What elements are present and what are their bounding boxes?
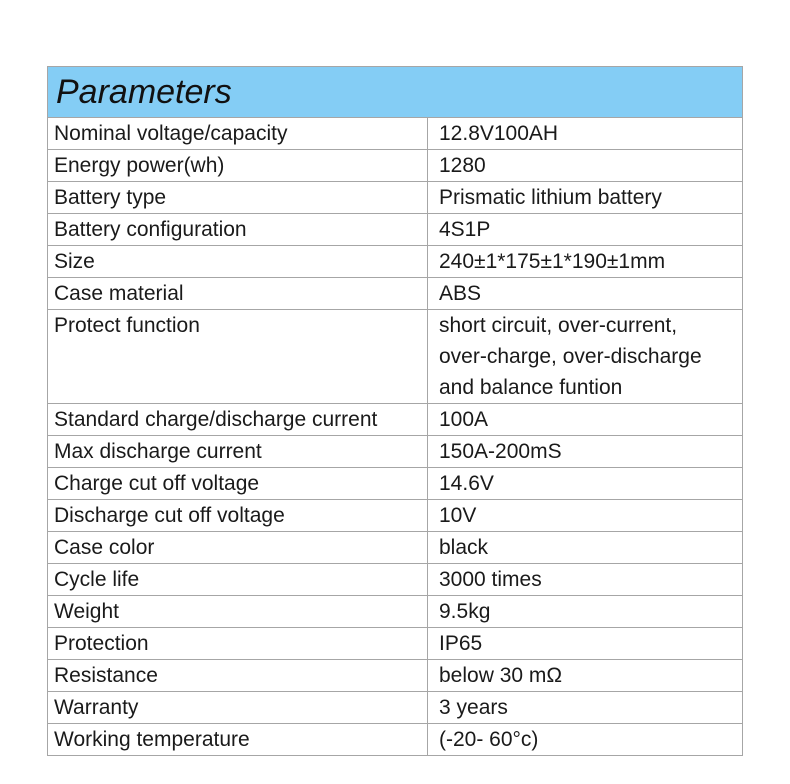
- row-value-line: over-charge, over-discharge: [439, 345, 702, 368]
- row-value: Prismatic lithium battery: [428, 182, 743, 214]
- table-row: [48, 182, 743, 214]
- table-row: [48, 278, 743, 310]
- table-header-row: [48, 67, 743, 118]
- table-row: [48, 118, 743, 150]
- row-label: Weight: [48, 596, 428, 628]
- table-title: Parameters: [48, 67, 743, 118]
- row-label: Cycle life: [48, 564, 428, 596]
- table-row: [48, 532, 743, 564]
- row-label: Standard charge/discharge current: [48, 404, 428, 436]
- row-label: Warranty: [48, 692, 428, 724]
- row-label: Size: [48, 246, 428, 278]
- row-value: 9.5kg: [428, 596, 743, 628]
- row-label: Discharge cut off voltage: [48, 500, 428, 532]
- row-value: 4S1P: [428, 214, 743, 246]
- row-value: 1280: [428, 150, 743, 182]
- table-row: [48, 150, 743, 182]
- table-row: [48, 564, 743, 596]
- row-value: 14.6V: [428, 468, 743, 500]
- row-label: Battery configuration: [48, 214, 428, 246]
- table-row: [48, 404, 743, 436]
- table-row: [48, 310, 743, 404]
- table-row: [48, 692, 743, 724]
- row-label: Case color: [48, 532, 428, 564]
- row-label: Protection: [48, 628, 428, 660]
- parameters-table: [47, 66, 743, 756]
- table-row: [48, 214, 743, 246]
- row-value: IP65: [428, 628, 743, 660]
- row-label: Resistance: [48, 660, 428, 692]
- row-value-line: and balance funtion: [439, 376, 623, 399]
- row-value: 10V: [428, 500, 743, 532]
- table-row: [48, 628, 743, 660]
- row-label: Battery type: [48, 182, 428, 214]
- row-label: Nominal voltage/capacity: [48, 118, 428, 150]
- row-value: below 30 mΩ: [428, 660, 743, 692]
- table-row: [48, 436, 743, 468]
- row-value: 100A: [428, 404, 743, 436]
- row-value-line: short circuit, over-current,: [439, 314, 678, 337]
- row-value: 150A-200mS: [428, 436, 743, 468]
- row-label: Case material: [48, 278, 428, 310]
- table-row: [48, 724, 743, 756]
- row-value: ABS: [428, 278, 743, 310]
- row-value: 3000 times: [428, 564, 743, 596]
- row-value: (-20- 60°c): [428, 724, 743, 756]
- row-value: black: [428, 532, 743, 564]
- row-value: 12.8V100AH: [428, 118, 743, 150]
- table-row: [48, 246, 743, 278]
- row-value: 3 years: [428, 692, 743, 724]
- row-value: 240±1*175±1*190±1mm: [428, 246, 743, 278]
- row-label: Working temperature: [48, 724, 428, 756]
- row-label: Energy power(wh): [48, 150, 428, 182]
- table-row: [48, 596, 743, 628]
- table-row: [48, 468, 743, 500]
- row-value: [428, 310, 743, 404]
- table-row: [48, 500, 743, 532]
- row-label: Max discharge current: [48, 436, 428, 468]
- row-label: Charge cut off voltage: [48, 468, 428, 500]
- row-label: Protect function: [48, 310, 428, 404]
- table-row: [48, 660, 743, 692]
